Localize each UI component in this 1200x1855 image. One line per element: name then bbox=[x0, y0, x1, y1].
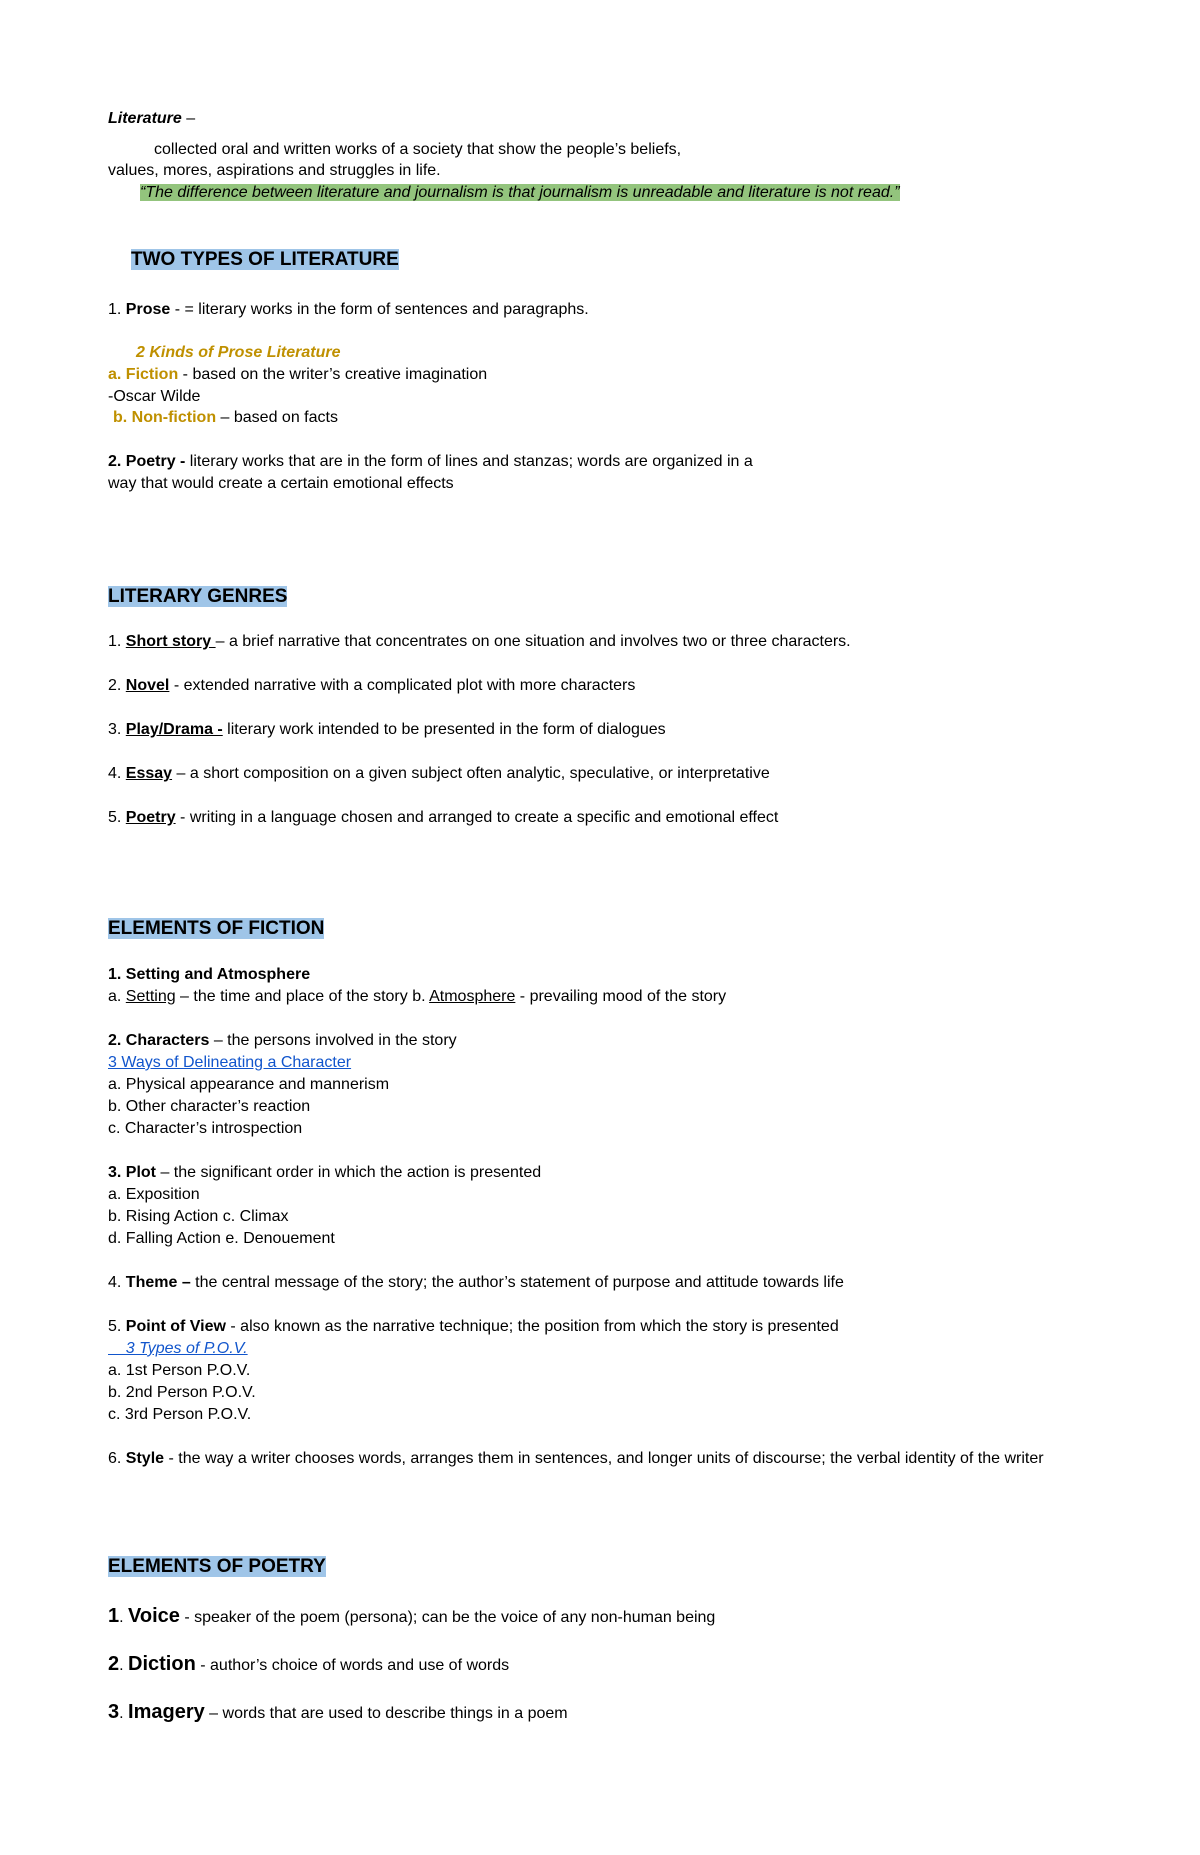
poetry-term: Diction bbox=[128, 1653, 196, 1675]
genres-heading-line bbox=[108, 586, 287, 609]
genre-num: 4. bbox=[108, 765, 126, 782]
genre-term: Essay bbox=[125, 765, 173, 782]
poetry-dot: . bbox=[119, 1657, 129, 1674]
setting-term: Setting bbox=[125, 988, 176, 1005]
plot-a: a. Exposition bbox=[108, 1186, 200, 1203]
atmosphere-def: - prevailing mood of the story bbox=[515, 988, 727, 1005]
atmosphere-term: Atmosphere bbox=[429, 988, 516, 1005]
nonfiction-line bbox=[113, 408, 338, 428]
style-term: Style bbox=[125, 1450, 165, 1467]
plot-line bbox=[108, 1163, 541, 1183]
pov-c: c. 3rd Person P.O.V. bbox=[108, 1406, 252, 1423]
theme-def: the central message of the story; the author’s statement of purpose and attitude towards life bbox=[190, 1274, 844, 1291]
poetry-dot: . bbox=[119, 1705, 129, 1722]
genre-term: Poetry bbox=[125, 809, 176, 826]
poetry-term: 2. Poetry - bbox=[108, 453, 186, 470]
poetry-dot: . bbox=[119, 1609, 129, 1626]
types-heading: TWO TYPES OF LITERATURE bbox=[131, 249, 399, 270]
intro-dash: – bbox=[181, 110, 196, 127]
plot-term: 3. Plot bbox=[108, 1164, 157, 1181]
poetry-def: - speaker of the poem (persona); can be the voice of any non-human being bbox=[179, 1609, 716, 1626]
genre-def: - extended narrative with a complicated plot with more characters bbox=[169, 677, 636, 694]
characters-def: – the persons involved in the story bbox=[209, 1032, 457, 1049]
fiction-def: - based on the writer’s creative imagination bbox=[178, 366, 488, 383]
plot-d: d. Falling Action e. Denouement bbox=[108, 1230, 335, 1247]
setting-title: 1. Setting and Atmosphere bbox=[108, 966, 311, 983]
prose-num: 1. bbox=[108, 301, 126, 318]
fiction-heading-line bbox=[108, 918, 324, 941]
pov-a: a. 1st Person P.O.V. bbox=[108, 1362, 251, 1379]
genre-term: Short story bbox=[125, 633, 216, 650]
nonfiction-def: – based on facts bbox=[216, 409, 338, 426]
theme-term: Theme – bbox=[125, 1274, 191, 1291]
genre-item bbox=[108, 720, 666, 740]
poetry-line bbox=[108, 452, 753, 472]
poetry-item bbox=[108, 1700, 568, 1726]
genre-def: – a short composition on a given subject often analytic, speculative, or interpretative bbox=[172, 765, 770, 782]
characters-c: c. Character’s introspection bbox=[108, 1120, 303, 1137]
fiction-line bbox=[108, 365, 487, 385]
genre-term: Play/Drama - bbox=[125, 721, 223, 738]
genre-num: 1. bbox=[108, 633, 126, 650]
poetry-term: Voice bbox=[128, 1605, 180, 1627]
poetry-item bbox=[108, 1604, 715, 1630]
genre-item bbox=[108, 808, 778, 828]
characters-b: b. Other character’s reaction bbox=[108, 1098, 311, 1115]
poetry-def: literary works that are in the form of lines and stanzas; words are organized in a bbox=[185, 453, 753, 470]
genre-term: Novel bbox=[125, 677, 170, 694]
pov-link-line bbox=[108, 1339, 248, 1359]
poetry-heading-line bbox=[108, 1556, 326, 1579]
style-line bbox=[108, 1449, 1044, 1469]
kinds-heading-line bbox=[136, 343, 341, 363]
poetry-heading: ELEMENTS OF POETRY bbox=[108, 1556, 326, 1577]
pov-term: Point of View bbox=[125, 1318, 226, 1335]
genre-def: - writing in a language chosen and arranged to create a specific and emotional effect bbox=[175, 809, 779, 826]
setting-def: – the time and place of the story b. bbox=[175, 988, 430, 1005]
poetry-item bbox=[108, 1652, 509, 1678]
poetry-def: – words that are used to describe things in a poem bbox=[204, 1705, 568, 1722]
poetry-num: 2 bbox=[108, 1653, 120, 1675]
genre-item bbox=[108, 764, 770, 784]
pov-b: b. 2nd Person P.O.V. bbox=[108, 1384, 256, 1401]
poetry-def: - author’s choice of words and use of words bbox=[195, 1657, 510, 1674]
kinds-heading: 2 Kinds of Prose Literature bbox=[136, 344, 341, 361]
characters-a: a. Physical appearance and mannerism bbox=[108, 1076, 390, 1093]
theme-line bbox=[108, 1273, 844, 1293]
setting-line bbox=[108, 987, 726, 1007]
plot-b: b. Rising Action c. Climax bbox=[108, 1208, 289, 1225]
intro-title: Literature bbox=[108, 110, 182, 127]
characters-link-line bbox=[108, 1053, 351, 1073]
pov-num: 5. bbox=[108, 1318, 126, 1335]
fiction-term: a. Fiction bbox=[108, 366, 179, 383]
poetry-line-2: way that would create a certain emotional effects bbox=[108, 475, 454, 492]
genre-num: 5. bbox=[108, 809, 126, 826]
poetry-num: 1 bbox=[108, 1605, 120, 1627]
pov-types-link[interactable]: 3 Types of P.O.V. bbox=[108, 1340, 248, 1357]
genre-num: 3. bbox=[108, 721, 126, 738]
poetry-num: 3 bbox=[108, 1701, 120, 1723]
style-num: 6. bbox=[108, 1450, 126, 1467]
genres-heading: LITERARY GENRES bbox=[108, 586, 288, 607]
poetry-term: Imagery bbox=[128, 1701, 205, 1723]
intro-quote: “The difference between literature and journalism is that journalism is unreadable and literature is not read.” bbox=[140, 184, 900, 201]
pov-line bbox=[108, 1317, 839, 1337]
intro-title-line bbox=[108, 109, 195, 129]
prose-term: Prose bbox=[125, 301, 171, 318]
style-def: - the way a writer chooses words, arranges them in sentences, and longer units of discourse; the verbal identity of the writer bbox=[164, 1450, 1044, 1467]
genre-item bbox=[108, 632, 851, 652]
nonfiction-term: b. Non-fiction bbox=[113, 409, 217, 426]
characters-line bbox=[108, 1031, 457, 1051]
intro-quote-line bbox=[140, 183, 900, 203]
setting-a: a. bbox=[108, 988, 126, 1005]
intro-definition-1: collected oral and written works of a society that show the people’s beliefs, bbox=[154, 141, 682, 158]
prose-line bbox=[108, 300, 589, 320]
plot-def: – the significant order in which the action is presented bbox=[156, 1164, 542, 1181]
theme-num: 4. bbox=[108, 1274, 126, 1291]
characters-term: 2. Characters bbox=[108, 1032, 210, 1049]
types-heading-line bbox=[131, 249, 399, 272]
delineating-character-link[interactable]: 3 Ways of Delineating a Character bbox=[108, 1054, 352, 1071]
genre-item bbox=[108, 676, 635, 696]
oscar-line: -Oscar Wilde bbox=[108, 388, 201, 405]
genre-def: – a brief narrative that concentrates on one situation and involves two or three characters. bbox=[215, 633, 851, 650]
intro-definition-2: values, mores, aspirations and struggles in life. bbox=[108, 162, 441, 179]
fiction-heading: ELEMENTS OF FICTION bbox=[108, 918, 325, 939]
pov-def: - also known as the narrative technique; the position from which the story is presented bbox=[225, 1318, 839, 1335]
genre-def: literary work intended to be presented in the form of dialogues bbox=[222, 721, 666, 738]
prose-def: - = literary works in the form of sentences and paragraphs. bbox=[170, 301, 589, 318]
genre-num: 2. bbox=[108, 677, 126, 694]
